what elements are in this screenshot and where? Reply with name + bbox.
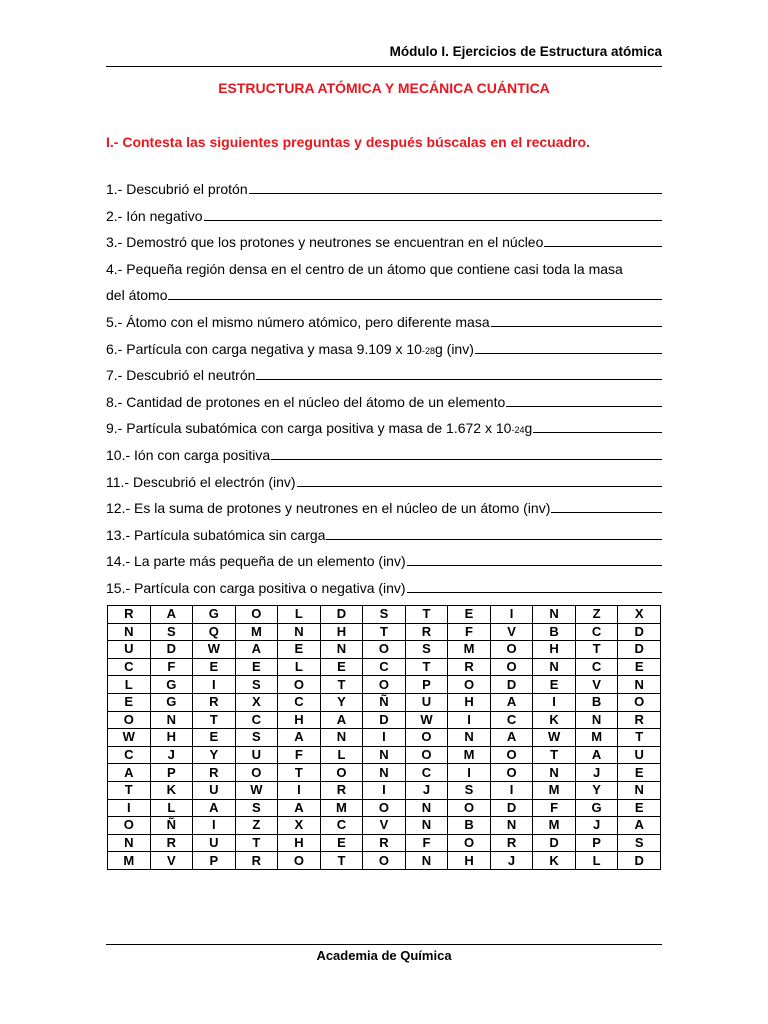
grid-cell[interactable]: Ñ [363,693,406,711]
header-title: Módulo I. Ejercicios de Estructura atómica [389,44,662,59]
grid-cell[interactable]: I [363,781,406,799]
question-text: 10.- Ión con carga positiva [106,446,271,463]
grid-cell[interactable]: R [490,834,533,852]
grid-cell[interactable]: V [363,817,406,835]
grid-cell[interactable]: K [533,711,576,729]
question-text: 6.- Partícula con carga negativa y masa 9.109 x 10 [106,340,422,357]
grid-cell[interactable]: E [320,834,363,852]
answer-blank[interactable] [407,579,662,593]
grid-cell[interactable]: W [235,781,278,799]
question-text: 4.- Pequeña región densa en el centro de un átomo que contiene casi toda la masa [106,260,623,277]
grid-cell[interactable]: I [193,817,236,835]
grid-cell[interactable]: W [108,729,151,747]
grid-cell[interactable]: N [108,834,151,852]
grid-cell[interactable]: H [448,693,491,711]
question-text: 15.- Partícula con carga positiva o negativa (inv) [106,579,406,596]
answer-blank[interactable] [249,180,662,194]
question-4-line-2 [106,282,662,309]
grid-cell[interactable]: V [150,852,193,870]
grid-cell[interactable]: J [150,746,193,764]
grid-cell[interactable]: G [575,799,618,817]
grid-cell[interactable]: C [320,817,363,835]
grid-cell[interactable]: E [193,729,236,747]
grid-cell[interactable]: O [490,746,533,764]
grid-cell[interactable]: N [320,729,363,747]
grid-cell[interactable]: E [193,658,236,676]
question-3 [106,229,662,256]
grid-cell[interactable]: A [235,641,278,659]
grid-cell[interactable]: I [108,799,151,817]
grid-cell[interactable]: I [490,606,533,624]
grid-cell[interactable]: T [533,746,576,764]
question-text: 7.- Descubrió el neutrón [106,367,256,384]
grid-cell[interactable]: F [150,658,193,676]
grid-cell[interactable]: O [490,764,533,782]
grid-cell[interactable]: O [363,852,406,870]
grid-cell[interactable]: Ñ [150,817,193,835]
grid-cell[interactable]: Y [575,781,618,799]
grid-row [108,781,661,799]
grid-cell[interactable]: V [575,676,618,694]
grid-cell[interactable]: N [448,729,491,747]
question-text: 2.- Ión negativo [106,207,203,224]
grid-cell[interactable]: E [448,606,491,624]
grid-cell[interactable]: T [405,658,448,676]
grid-cell[interactable]: G [150,693,193,711]
grid-cell[interactable]: N [490,817,533,835]
grid-cell[interactable]: X [278,817,321,835]
grid-row [108,676,661,694]
grid-cell[interactable]: O [618,693,661,711]
grid-cell[interactable]: C [278,693,321,711]
question-text: 9.- Partícula subatómica con carga positiva y masa de 1.672 x 10 [106,420,512,437]
grid-cell[interactable]: E [278,641,321,659]
grid-cell[interactable]: A [193,799,236,817]
grid-cell[interactable]: A [278,729,321,747]
grid-cell[interactable]: M [533,781,576,799]
grid-cell[interactable]: M [448,746,491,764]
grid-cell[interactable]: S [235,799,278,817]
grid-cell[interactable]: E [618,658,661,676]
grid-cell[interactable]: C [575,658,618,676]
grid-cell[interactable]: R [363,834,406,852]
grid-cell[interactable]: A [278,799,321,817]
answer-blank[interactable] [326,526,662,540]
grid-cell[interactable]: T [193,711,236,729]
grid-cell[interactable]: M [575,729,618,747]
question-text: 5.- Átomo con el mismo número atómico, pero diferente masa [106,313,490,330]
grid-cell[interactable]: D [320,606,363,624]
grid-cell[interactable]: R [235,852,278,870]
grid-cell[interactable]: M [320,799,363,817]
questions-list [106,176,662,602]
grid-row [108,729,661,747]
answer-blank[interactable] [168,286,662,300]
grid-cell[interactable]: C [108,746,151,764]
grid-cell[interactable]: O [448,834,491,852]
grid-cell[interactable]: E [533,676,576,694]
grid-cell[interactable]: N [150,711,193,729]
question-6: 6.- Partícula con carga negativa y masa 9.109 x 10 -28 g (inv) [106,336,662,363]
answer-blank[interactable] [491,313,662,327]
grid-cell[interactable]: O [235,606,278,624]
grid-cell[interactable]: N [363,746,406,764]
grid-cell[interactable]: W [405,711,448,729]
question-text-unit: g [524,420,533,437]
grid-cell[interactable]: D [618,623,661,641]
grid-cell[interactable]: N [533,658,576,676]
grid-cell[interactable]: X [618,606,661,624]
grid-cell[interactable]: X [235,693,278,711]
grid-cell[interactable]: L [150,799,193,817]
grid-cell[interactable]: E [320,658,363,676]
grid-cell[interactable]: C [235,711,278,729]
grid-cell[interactable]: D [150,641,193,659]
grid-cell[interactable]: J [575,764,618,782]
grid-cell[interactable]: O [363,799,406,817]
grid-cell[interactable]: R [618,711,661,729]
grid-cell[interactable]: H [278,834,321,852]
grid-cell[interactable]: H [320,623,363,641]
grid-cell[interactable]: T [618,729,661,747]
grid-cell[interactable]: P [193,852,236,870]
grid-cell[interactable]: I [363,729,406,747]
grid-row [108,623,661,641]
question-2 [106,203,662,230]
grid-cell[interactable]: O [448,799,491,817]
question-text: 13.- Partícula subatómica sin carga [106,526,326,543]
grid-cell[interactable]: M [108,852,151,870]
grid-cell[interactable]: O [490,641,533,659]
grid-cell[interactable]: E [235,658,278,676]
grid-cell[interactable]: R [150,834,193,852]
grid-cell[interactable]: I [193,676,236,694]
grid-cell[interactable]: L [278,606,321,624]
grid-cell[interactable]: F [405,834,448,852]
grid-cell[interactable]: T [575,641,618,659]
grid-cell[interactable]: H [278,711,321,729]
grid-cell[interactable]: O [320,764,363,782]
grid-cell[interactable]: M [448,641,491,659]
grid-cell[interactable]: O [490,658,533,676]
grid-cell[interactable]: N [108,623,151,641]
grid-cell[interactable]: N [363,764,406,782]
grid-cell[interactable]: T [278,764,321,782]
grid-cell[interactable]: T [405,606,448,624]
word-search-grid [107,605,661,870]
grid-cell[interactable]: T [235,834,278,852]
question-text: 11.- Descubrió el electrón (inv) [106,473,296,490]
question-9: 9.- Partícula subatómica con carga positiva y masa de 1.672 x 10 -24 g [106,415,662,442]
footer-rule [106,944,662,945]
grid-cell[interactable]: L [278,658,321,676]
grid-cell[interactable]: U [405,693,448,711]
answer-blank[interactable] [506,393,662,407]
grid-cell[interactable]: G [193,606,236,624]
grid-cell[interactable]: B [575,693,618,711]
grid-cell[interactable]: E [618,799,661,817]
grid-cell[interactable]: O [108,817,151,835]
grid-cell[interactable]: Y [193,746,236,764]
question-text-unit: g (inv) [434,340,474,357]
grid-cell[interactable]: O [278,852,321,870]
grid-cell[interactable]: C [575,623,618,641]
grid-cell[interactable]: M [235,623,278,641]
grid-cell[interactable]: R [108,606,151,624]
answer-blank[interactable] [551,499,662,513]
grid-cell[interactable]: K [150,781,193,799]
question-text: 8.- Cantidad de protones en el núcleo del átomo de un elemento [106,393,506,410]
header-rule [106,66,662,67]
grid-cell[interactable]: O [235,764,278,782]
question-text: 3.- Demostró que los protones y neutrones se encuentran en el núcleo [106,234,544,251]
grid-cell[interactable]: W [533,729,576,747]
answer-blank[interactable] [204,207,662,221]
grid-cell[interactable]: A [108,764,151,782]
grid-cell[interactable]: H [150,729,193,747]
grid-cell[interactable]: S [235,676,278,694]
question-11 [106,469,662,496]
footer-text: Academia de Química [316,948,452,963]
grid-cell[interactable]: U [108,641,151,659]
grid-cell[interactable]: R [448,658,491,676]
grid-cell[interactable]: D [533,834,576,852]
question-15 [106,575,662,602]
grid-cell[interactable]: F [278,746,321,764]
grid-cell[interactable]: E [618,764,661,782]
answer-blank[interactable] [271,446,662,460]
grid-cell[interactable]: U [235,746,278,764]
grid-cell[interactable]: I [490,781,533,799]
grid-cell[interactable]: O [363,676,406,694]
grid-cell[interactable]: I [448,711,491,729]
grid-cell[interactable]: U [193,834,236,852]
grid-cell[interactable]: N [405,817,448,835]
grid-cell[interactable]: I [278,781,321,799]
grid-cell[interactable]: Q [193,623,236,641]
grid-cell[interactable]: T [108,781,151,799]
grid-cell[interactable]: S [618,834,661,852]
grid-row [108,711,661,729]
grid-cell[interactable]: T [320,676,363,694]
grid-cell[interactable]: V [490,623,533,641]
grid-cell[interactable]: B [448,817,491,835]
grid-cell[interactable]: B [533,623,576,641]
grid-cell[interactable]: C [490,711,533,729]
grid-cell[interactable]: L [575,852,618,870]
grid-cell[interactable]: D [618,641,661,659]
question-8 [106,389,662,416]
grid-cell[interactable]: R [193,693,236,711]
grid-cell[interactable]: O [405,746,448,764]
grid-cell[interactable]: Y [320,693,363,711]
instruction-text: I.- Contesta las siguientes preguntas y después búscalas en el recuadro. [106,134,590,150]
answer-blank[interactable] [533,419,662,433]
grid-cell[interactable]: K [533,852,576,870]
grid-row [108,641,661,659]
question-text: 12.- Es la suma de protones y neutrones en el núcleo de un átomo (inv) [106,500,551,517]
grid-cell[interactable]: D [363,711,406,729]
grid-cell[interactable]: C [108,658,151,676]
question-7 [106,362,662,389]
grid-cell[interactable]: N [575,711,618,729]
grid-cell[interactable]: N [278,623,321,641]
question-12 [106,495,662,522]
grid-cell[interactable]: D [490,799,533,817]
grid-cell[interactable]: P [405,676,448,694]
answer-blank[interactable] [297,473,662,487]
grid-cell[interactable]: A [490,693,533,711]
grid-row [108,658,661,676]
grid-cell[interactable]: J [575,817,618,835]
grid-cell[interactable]: T [363,623,406,641]
grid-cell[interactable]: U [193,781,236,799]
grid-row [108,746,661,764]
question-10 [106,442,662,469]
grid-cell[interactable]: N [618,676,661,694]
grid-cell[interactable]: N [405,852,448,870]
grid-cell[interactable]: S [235,729,278,747]
grid-cell[interactable]: A [490,729,533,747]
grid-cell[interactable]: F [533,799,576,817]
grid-row [108,799,661,817]
answer-blank[interactable] [544,233,662,247]
grid-cell[interactable]: L [320,746,363,764]
question-1 [106,176,662,203]
answer-blank[interactable] [407,552,662,566]
grid-cell[interactable]: N [533,764,576,782]
grid-cell[interactable]: R [193,764,236,782]
grid-row [108,852,661,870]
grid-cell[interactable]: D [618,852,661,870]
grid-cell[interactable]: T [320,852,363,870]
grid-cell[interactable]: N [533,606,576,624]
grid-cell[interactable]: N [405,799,448,817]
grid-cell[interactable]: S [363,606,406,624]
grid-cell[interactable]: C [405,764,448,782]
grid-cell[interactable]: A [575,746,618,764]
grid-cell[interactable]: N [618,781,661,799]
answer-blank[interactable] [256,366,662,380]
grid-row [108,834,661,852]
question-5 [106,309,662,336]
answer-blank[interactable] [475,340,662,354]
question-13 [106,522,662,549]
question-text: 1.- Descubrió el protón [106,181,248,197]
grid-cell[interactable]: O [405,729,448,747]
grid-cell[interactable]: H [448,852,491,870]
grid-cell[interactable]: I [448,764,491,782]
grid-cell[interactable]: O [363,641,406,659]
grid-cell[interactable]: M [533,817,576,835]
grid-cell[interactable]: S [448,781,491,799]
grid-cell[interactable]: O [448,676,491,694]
document-title: ESTRUCTURA ATÓMICA Y MECÁNICA CUÁNTICA [218,80,550,96]
grid-row [108,693,661,711]
grid-cell[interactable]: C [363,658,406,676]
grid-cell[interactable]: A [618,817,661,835]
grid-cell[interactable]: F [448,623,491,641]
grid-cell[interactable]: W [193,641,236,659]
grid-cell[interactable]: R [320,781,363,799]
grid-cell[interactable]: S [405,641,448,659]
grid-row [108,764,661,782]
grid-cell[interactable]: L [108,676,151,694]
grid-cell[interactable]: P [575,834,618,852]
grid-cell[interactable]: H [533,641,576,659]
grid-cell[interactable]: Z [235,817,278,835]
grid-cell[interactable]: S [150,623,193,641]
question-14 [106,548,662,575]
grid-cell[interactable]: G [150,676,193,694]
grid-cell[interactable]: E [108,693,151,711]
grid-cell[interactable]: O [108,711,151,729]
question-4-line-1 [106,256,662,283]
grid-cell[interactable]: I [533,693,576,711]
grid-cell[interactable]: D [490,676,533,694]
grid-cell[interactable]: N [320,641,363,659]
grid-row [108,606,661,624]
grid-cell[interactable]: Z [575,606,618,624]
grid-cell[interactable]: A [150,606,193,624]
grid-cell[interactable]: O [278,676,321,694]
grid-row [108,817,661,835]
question-text: 14.- La parte más pequeña de un elemento (inv) [106,553,406,570]
grid-cell[interactable]: R [405,623,448,641]
question-text: del átomo [106,287,168,304]
grid-cell[interactable]: A [320,711,363,729]
grid-cell[interactable]: P [150,764,193,782]
grid-cell[interactable]: U [618,746,661,764]
grid-cell[interactable]: J [405,781,448,799]
grid-cell[interactable]: J [490,852,533,870]
